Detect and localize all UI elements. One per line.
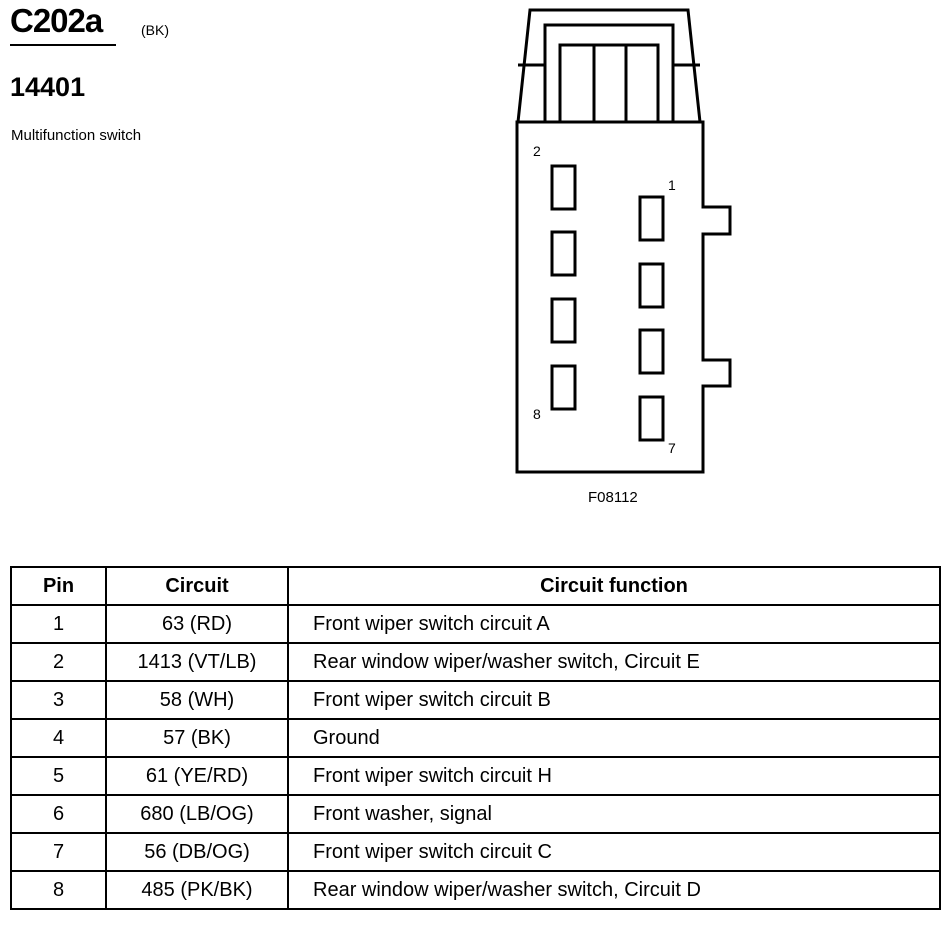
figure-code: F08112 — [588, 489, 638, 506]
pin-cell: 3 — [11, 681, 106, 719]
pin-cavity-3 — [640, 264, 663, 307]
circuit-function-cell: Front wiper switch circuit B — [288, 681, 940, 719]
connector-body — [517, 122, 730, 472]
color-code: (BK) — [141, 22, 169, 38]
pin-cell: 6 — [11, 795, 106, 833]
pin-cell: 4 — [11, 719, 106, 757]
pin-cavity-1 — [640, 197, 663, 240]
table-row — [11, 757, 940, 795]
pin-label-7: 7 — [668, 440, 676, 456]
circuit-cell: 1413 (VT/LB) — [106, 643, 288, 681]
pin-cell: 2 — [11, 643, 106, 681]
pinout-table — [10, 566, 941, 910]
pin-cell: 7 — [11, 833, 106, 871]
pin-label-8: 8 — [533, 406, 541, 422]
part-number: 14401 — [10, 72, 86, 102]
table-row — [11, 795, 940, 833]
pin-cavity-5 — [640, 330, 663, 373]
circuit-function-cell: Front wiper switch circuit A — [288, 605, 940, 643]
circuit-cell: 680 (LB/OG) — [106, 795, 288, 833]
circuit-function-cell: Rear window wiper/washer switch, Circuit D — [288, 871, 940, 909]
table-row — [11, 833, 940, 871]
table-row — [11, 871, 940, 909]
table-row — [11, 681, 940, 719]
circuit-cell: 57 (BK) — [106, 719, 288, 757]
pin-cavity-8 — [552, 366, 575, 409]
pin-cell: 5 — [11, 757, 106, 795]
circuit-cell: 63 (RD) — [106, 605, 288, 643]
circuit-function-cell: Front wiper switch circuit C — [288, 833, 940, 871]
connector-diagram — [505, 0, 745, 480]
connector-id-underline — [10, 44, 116, 46]
circuit-function-cell: Ground — [288, 719, 940, 757]
connector-latch-core — [560, 45, 658, 122]
pin-label-1: 1 — [668, 177, 676, 193]
pin-label-2: 2 — [533, 143, 541, 159]
connector-id: C202a — [10, 2, 103, 39]
table-row — [11, 643, 940, 681]
header-circuit-function: Circuit function — [288, 567, 940, 605]
pin-cavity-6 — [552, 299, 575, 342]
pin-cavity-7 — [640, 397, 663, 440]
header-pin: Pin — [11, 567, 106, 605]
header-circuit: Circuit — [106, 567, 288, 605]
circuit-cell: 485 (PK/BK) — [106, 871, 288, 909]
table-header-row — [11, 567, 940, 605]
circuit-function-cell: Front washer, signal — [288, 795, 940, 833]
circuit-cell: 61 (YE/RD) — [106, 757, 288, 795]
circuit-function-cell: Front wiper switch circuit H — [288, 757, 940, 795]
table-row — [11, 719, 940, 757]
circuit-cell: 58 (WH) — [106, 681, 288, 719]
pin-cavity-4 — [552, 232, 575, 275]
circuit-function-cell: Rear window wiper/washer switch, Circuit E — [288, 643, 940, 681]
connector-latch-inner — [545, 25, 673, 122]
table-row — [11, 605, 940, 643]
pin-cavity-2 — [552, 166, 575, 209]
component-description: Multifunction switch — [11, 127, 142, 144]
circuit-cell: 56 (DB/OG) — [106, 833, 288, 871]
pin-cell: 8 — [11, 871, 106, 909]
pin-cell: 1 — [11, 605, 106, 643]
